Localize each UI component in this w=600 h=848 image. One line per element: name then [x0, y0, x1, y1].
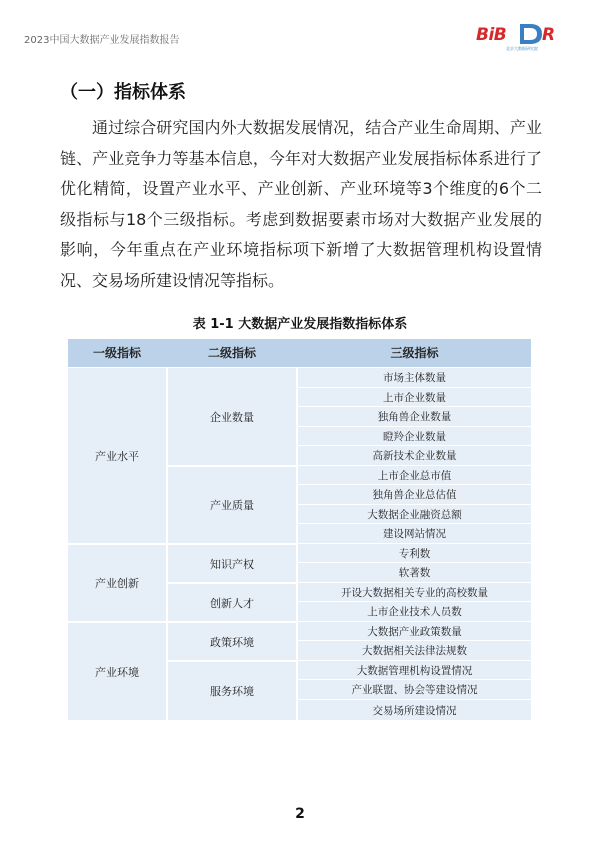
level2-cell: 政策环境 [210, 635, 254, 649]
level3-cell: 上市企业总市值 [377, 469, 452, 482]
level3-cell: 瞪羚企业数量 [383, 430, 446, 443]
level3-cell: 软著数 [398, 567, 431, 579]
level3-cell: 大数据产业政策数量 [367, 625, 462, 638]
level3-cell: 上市企业数量 [383, 391, 446, 404]
page-number: 2 [295, 806, 305, 822]
svg-text:BiB: BiB [476, 25, 507, 45]
table-body [68, 368, 531, 720]
level3-cell: 建设网站情况 [383, 528, 446, 540]
level3-cell: 大数据企业融资总额 [367, 508, 462, 521]
level3-cell: 产业联盟、协会等建设情况 [351, 684, 478, 696]
level3-cell: 开设大数据相关专业的高校数量 [341, 586, 488, 599]
level3-cell: 交易场所建设情况 [372, 704, 457, 717]
header-level1: 一级指标 [92, 346, 141, 360]
header-level2: 二级指标 [207, 346, 256, 360]
level3-cell: 独角兽企业总估值 [372, 489, 457, 501]
level1-cell: 产业环境 [95, 665, 139, 679]
svg-text:R: R [542, 25, 556, 45]
bibdr-logo [476, 22, 576, 52]
level2-cell: 创新人才 [210, 596, 254, 610]
body-paragraph: 通过综合研究国内外大数据发展情况，结合产业生命周期、产业链、产业竞争力等基本信息，今年对大数据产业发展指标体系进行了优化精简，设置产业水平、产业创新、产业环境等3个维度的6个二级指标与18个三级指标。考虑到数据要素市场对大数据产业发展的影响，今年重点在产业环境指标项下新增了大数据管理机构设置情况、交易场所建设情况等指标。 [60, 118, 542, 290]
page-header [0, 0, 600, 54]
level1-cell: 产业水平 [95, 449, 139, 463]
level3-cell: 市场主体数量 [383, 372, 446, 384]
level2-cell: 企业数量 [210, 410, 254, 424]
level3-cell: 上市企业技术人员数 [367, 606, 462, 618]
report-title: 2023中国大数据产业发展指数报告 [24, 35, 180, 46]
table-caption: 表 1-1 大数据产业发展指数指标体系 [192, 317, 408, 332]
level1-cell: 产业创新 [95, 577, 139, 590]
level3-cell: 独角兽企业数量 [377, 411, 452, 423]
level3-cell: 大数据管理机构设置情况 [356, 664, 473, 677]
svg-text:北京大数据研究院: 北京大数据研究院 [506, 46, 538, 51]
section-heading: （一）指标体系 [60, 82, 186, 103]
table-header [68, 339, 531, 367]
header-level3: 三级指标 [390, 346, 439, 360]
level3-cell: 专利数 [398, 547, 431, 560]
level2-cell: 产业质量 [210, 499, 254, 512]
level3-cell: 大数据相关法律法规数 [362, 645, 467, 657]
level2-cell: 知识产权 [210, 557, 254, 571]
level3-cell: 高新技术企业数量 [372, 450, 457, 462]
level2-cell: 服务环境 [210, 685, 254, 698]
